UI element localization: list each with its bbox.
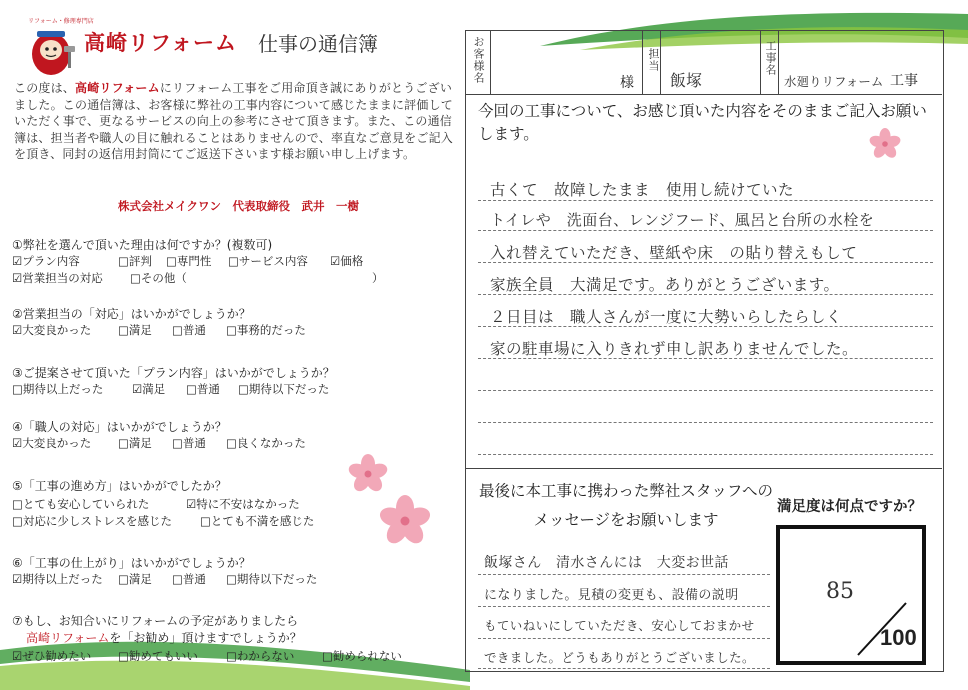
q1-option-price[interactable]: ☑価格	[330, 254, 364, 268]
message-line: 飯塚さん 清水さんには 大変お世話	[484, 555, 729, 571]
q3-option-4[interactable]: □期待以下だった	[238, 382, 330, 396]
divider	[760, 30, 761, 94]
q6-option-2[interactable]: □満足	[118, 572, 152, 586]
ruled-line	[478, 668, 770, 669]
q7-option-4[interactable]: □勧められない	[322, 649, 402, 663]
question-1-label: ①弊社を選んで頂いた理由は何ですか？(複数可)	[12, 238, 273, 252]
q3-option-3[interactable]: □普通	[186, 382, 220, 396]
comment-line: 古くて 故障したまま 使用し続けていた	[490, 181, 795, 199]
question-7-label: ⑦もし、お知合いにリフォームの予定がありましたら	[12, 614, 299, 628]
comment-line: 家族全員 大満足です。ありがとうございます。	[490, 276, 840, 294]
q1-option-plan[interactable]: ☑プラン内容	[12, 254, 80, 268]
company-signature: 株式会社メイクワン 代表取締役 武井 一樹	[118, 199, 360, 213]
q3-option-1[interactable]: □期待以上だった	[12, 382, 104, 396]
ruled-line	[478, 638, 770, 639]
ruled-line	[478, 390, 933, 391]
score-title: 満足度は何点ですか？	[777, 499, 922, 515]
question-3-label: ③ご提案させて頂いた「プラン内容」はいかがでしょうか？	[12, 366, 335, 380]
q3-option-2[interactable]: ☑満足	[132, 382, 166, 396]
intro-brand: 高崎リフォーム	[75, 81, 160, 95]
ruled-line	[478, 200, 933, 201]
message-line: できました。どうもありがとうございました。	[484, 650, 755, 665]
sheet-title: 仕事の通信簿	[258, 32, 378, 56]
cherry-blossom-icon	[346, 452, 390, 496]
q6-option-3[interactable]: □普通	[172, 572, 206, 586]
q4-option-2[interactable]: □満足	[118, 436, 152, 450]
section-divider	[465, 468, 942, 469]
q7-option-2[interactable]: □勧めてもいい	[118, 649, 198, 663]
staff-label: 担当	[647, 48, 660, 72]
customer-suffix: 様	[620, 75, 634, 91]
divider	[490, 30, 491, 94]
q7-option-1[interactable]: ☑ぜひ勧めたい	[12, 649, 92, 663]
ruled-line	[478, 574, 770, 575]
message-line: になりました。見積の変更も、設備の説明	[484, 588, 739, 603]
cherry-blossom-icon	[376, 492, 434, 550]
comment-line: 入れ替えていただき、壁紙や床 の貼り替えもして	[490, 244, 858, 262]
ruled-line	[478, 230, 933, 231]
intro-text-after: にリフォーム工事をご用命頂き誠にありがとうございました。この通信簿は、お客様に弊社の工事内容について感じたままに評価していただく事で、更なるサービスの向上の参考にさせて頂きます。また、この通信簿は、担当者や職人の目に触れることはありませんので、率直なご意見をご記入を頂き、同封の返信用封筒にてご返送下さいます様お願い申し上げます。	[14, 81, 453, 162]
question-4-label: ④「職人の対応」はいかがでしょうか？	[12, 420, 227, 434]
q2-option-1[interactable]: ☑大変良かった	[12, 323, 92, 337]
work-name: 水廻りリフォーム	[784, 74, 884, 89]
q5-option-1[interactable]: □とても安心していられた	[12, 497, 150, 511]
q6-option-4[interactable]: □期待以下だった	[226, 572, 318, 586]
brand-name: 高崎リフォーム	[84, 31, 237, 55]
intro-paragraph	[14, 80, 456, 163]
score-box[interactable]	[776, 525, 926, 665]
question-5-label: ⑤「工事の進め方」はいかがでしたか？	[12, 479, 227, 493]
q1-option-expertise[interactable]: □専門性	[166, 254, 212, 268]
comment-line: 家の駐車場に入りきれず申し訳ありませんでした。	[490, 340, 859, 358]
question-7-label-line2	[26, 629, 302, 646]
q7-brand: 高崎リフォーム	[26, 631, 110, 645]
q5-option-3[interactable]: □対応に少しストレスを感じた	[12, 514, 173, 528]
q1-option-other[interactable]: □その他（	[130, 271, 187, 285]
comment-prompt: 今回の工事について、お感じ頂いた内容をそのままご記入お願いします。	[478, 102, 927, 143]
ruled-line	[478, 454, 933, 455]
q1-option-service[interactable]: □サービス内容	[228, 254, 308, 268]
ruled-line	[478, 422, 933, 423]
q2-option-4[interactable]: □事務的だった	[226, 323, 306, 337]
score-value: 85	[826, 579, 854, 604]
daruma-logo-icon	[22, 20, 80, 78]
q6-option-1[interactable]: ☑期待以上だった	[12, 572, 103, 586]
customer-name-field[interactable]	[496, 46, 616, 82]
message-line: もていねいにしていただき、安心しておまかせ	[484, 618, 755, 633]
q7-rest: を「お勧め」頂けますでしょうか？	[109, 631, 302, 645]
intro-text-before: この度は、	[14, 81, 76, 95]
message-prompt: 最後に本工事に携わった弊社スタッフへのメッセージをお願いします	[478, 482, 774, 529]
q1-option-other-close: ）	[372, 271, 384, 285]
work-label: 工事名	[764, 40, 777, 76]
comment-line: トイレや 洗面台、レンジフード、風呂と台所の水栓を	[490, 211, 875, 229]
q2-option-3[interactable]: □普通	[172, 323, 206, 337]
q4-option-4[interactable]: □良くなかった	[226, 436, 306, 450]
work-suffix: 工事	[890, 73, 918, 89]
q1-option-sales[interactable]: ☑営業担当の対応	[12, 271, 103, 285]
q4-option-3[interactable]: □普通	[172, 436, 206, 450]
question-2-label: ②営業担当の「対応」はいかがでしょうか？	[12, 307, 251, 321]
q4-option-1[interactable]: ☑大変良かった	[12, 436, 92, 450]
divider	[642, 30, 643, 94]
divider	[778, 30, 779, 94]
q5-option-4[interactable]: □とても不満を感じた	[200, 514, 315, 528]
score-max: 100	[880, 625, 917, 650]
q2-option-2[interactable]: □満足	[118, 323, 152, 337]
q7-option-3[interactable]: □わからない	[226, 649, 295, 663]
staff-name: 飯塚	[670, 71, 703, 90]
logo-caption: リフォーム・修理専門店	[28, 18, 94, 25]
customer-label: お客様名	[472, 36, 485, 84]
comment-line: ２日目は 職人さんが一度に大勢いらしたらしく	[490, 308, 843, 326]
ruled-line	[478, 606, 770, 607]
question-6-label: ⑥「工事の仕上がり」はいかがでしょうか？	[12, 556, 251, 570]
q5-option-2[interactable]: ☑特に不安はなかった	[186, 497, 300, 511]
q1-option-reputation[interactable]: □評判	[118, 254, 152, 268]
